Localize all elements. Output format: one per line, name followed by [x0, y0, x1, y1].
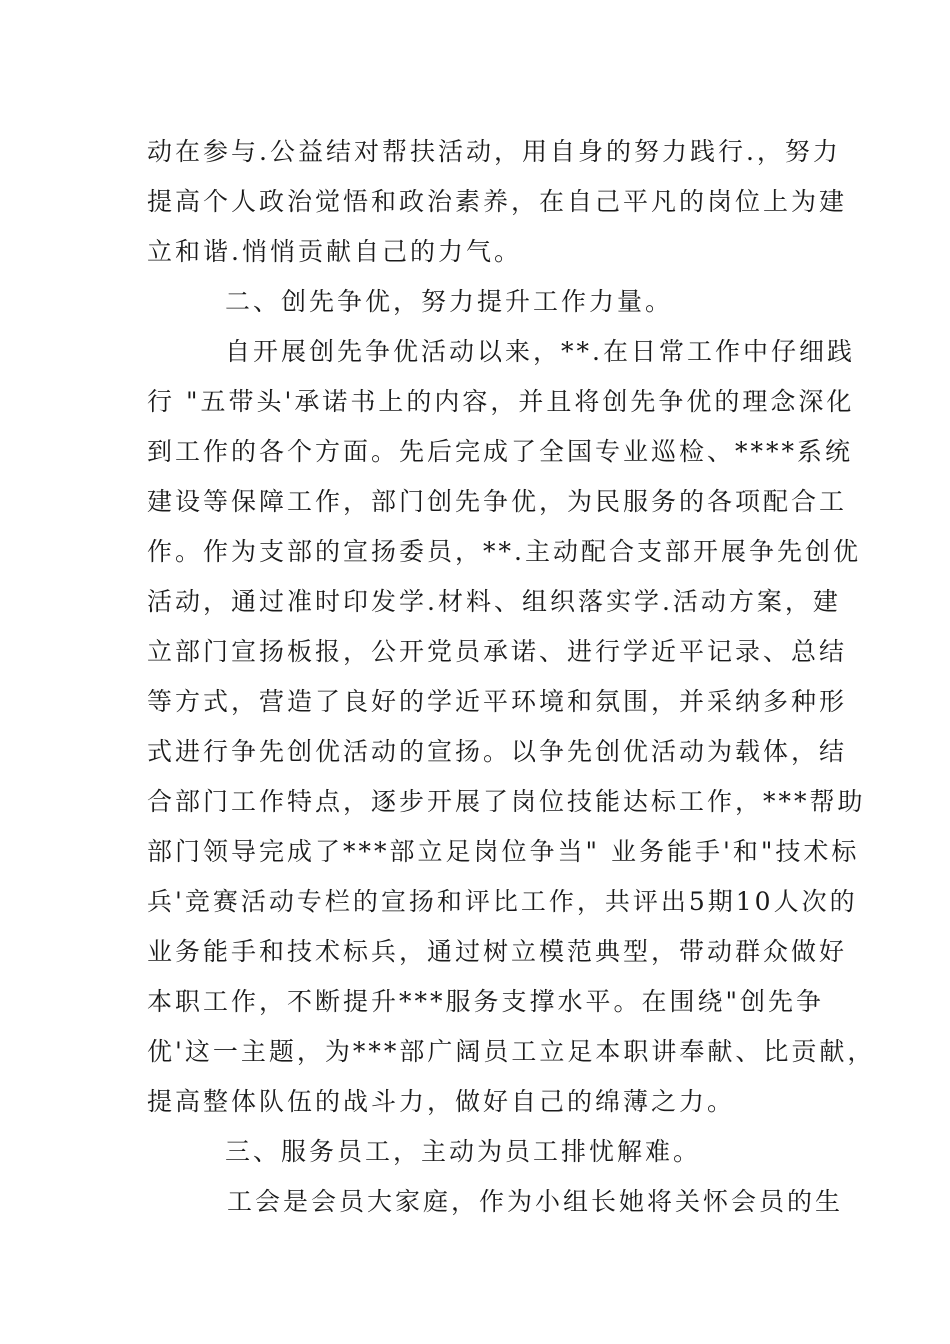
section-heading: 二、创先争优，努力提升工作力量。 — [225, 287, 674, 316]
text-line: 提高整体队伍的战斗力，做好自己的绵薄之力。 — [147, 1087, 736, 1116]
text-line: 立部门宣扬板报，公开党员承诺、进行学近平记录、总结 — [147, 637, 848, 666]
text-line: 活动，通过准时印发学.材料、组织落实学.活动方案，建 — [147, 587, 841, 616]
text-line: 行 "五带头'承诺书上的内容，并且将创先争优的理念深化 — [147, 387, 855, 416]
text-line: 业务能手和技术标兵，通过树立模范典型，带动群众做好 — [147, 937, 848, 966]
text-line: 等方式，营造了良好的学近平环境和氛围，并采纳多种形 — [147, 687, 848, 716]
text-line: 工会是会员大家庭，作为小组长她将关怀会员的生 — [227, 1187, 844, 1216]
text-line: 动在参与.公益结对帮扶活动，用自身的努力践行.，努力 — [147, 137, 841, 166]
text-line: 作。作为支部的宣扬委员，**.主动配合支部开展争先创优 — [147, 537, 861, 566]
text-line: 建设等保障工作，部门创先争优，为民服务的各项配合工 — [147, 487, 848, 516]
text-line: 本职工作，不断提升***服务支撑水平。在围绕"创先争 — [147, 987, 825, 1016]
text-line: 式进行争先创优活动的宣扬。以争先创优活动为载体，结 — [147, 737, 848, 766]
text-line: 自开展创先争优活动以来，**.在日常工作中仔细践 — [225, 337, 855, 366]
text-line: 立和谐.悄悄贡献自己的力气。 — [147, 237, 522, 266]
text-line: 兵'竞赛活动专栏的宣扬和评比工作，共评出5期10人次的 — [147, 887, 858, 916]
text-line: 部门领导完成了***部立足岗位争当" 业务能手'和"技术标 — [147, 837, 860, 866]
text-line: 优'这一主题，为***部广阔员工立足本职讲奉献、比贡献， — [147, 1037, 876, 1066]
section-heading: 三、服务员工，主动为员工排忧解难。 — [225, 1137, 702, 1166]
text-line: 到工作的各个方面。先后完成了全国专业巡检、****系统 — [147, 437, 854, 466]
text-line: 提高个人政治觉悟和政治素养，在自己平凡的岗位上为建 — [147, 187, 848, 216]
text-line: 合部门工作特点，逐步开展了岗位技能达标工作，***帮助 — [147, 787, 866, 816]
